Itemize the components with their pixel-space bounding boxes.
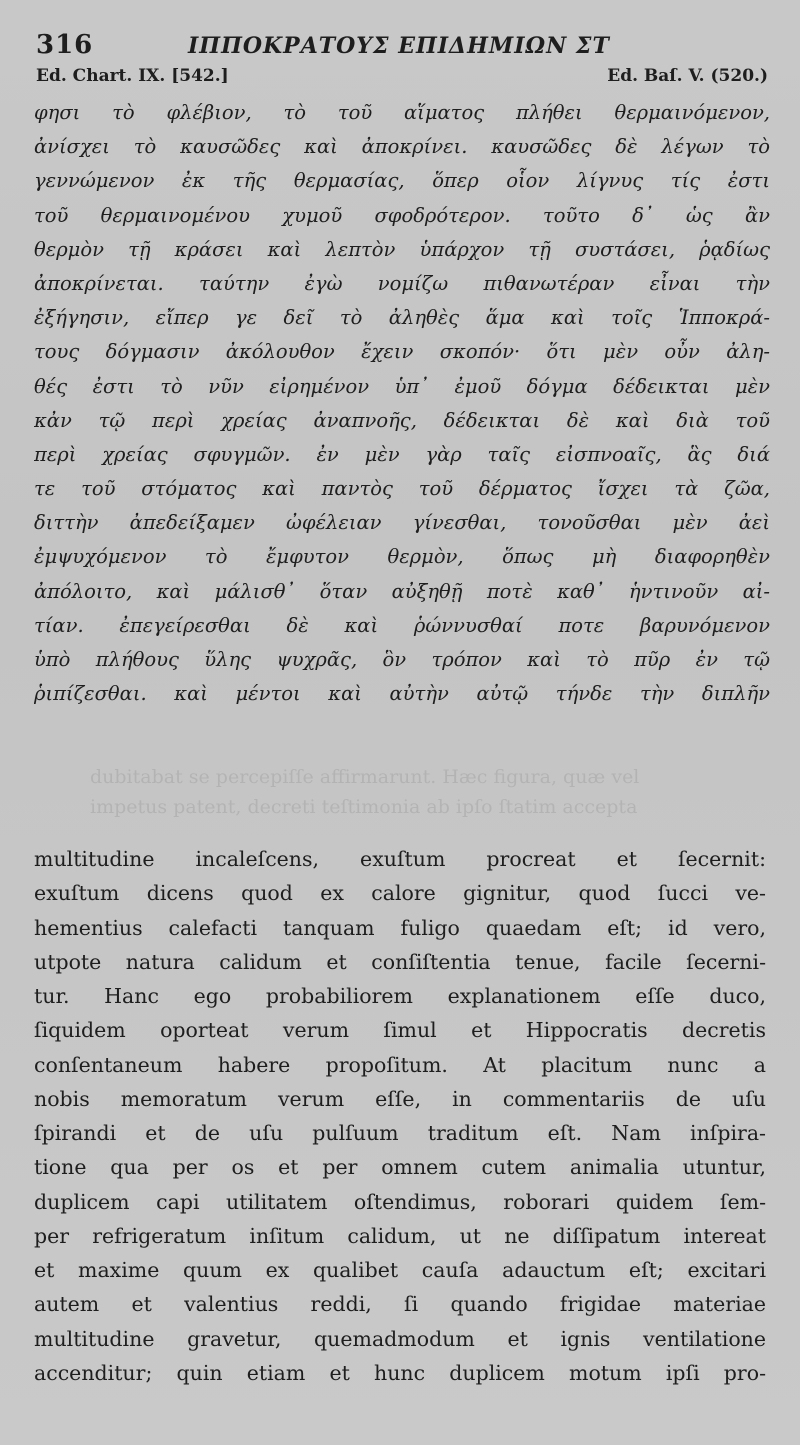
edition-references — [36, 66, 768, 92]
page-header — [36, 30, 768, 68]
bleed-through-text — [90, 762, 780, 822]
latin-line: et maxime quum ex qualibet cauſa adauctum eſt; excitari — [34, 1258, 766, 1282]
latin-line: utpote natura calidum et conſiſtentia tenue, facile ſecerni- — [34, 949, 766, 974]
latin-line: nobis memoratum verum eſſe, in commentariis de uſu — [34, 1086, 766, 1111]
greek-line: ἀνίσχει τὸ καυσῶδες καὶ ἀποκρίνει. καυσῶδες δὲ λέγων τὸ — [34, 135, 770, 159]
page-number: 316 — [36, 30, 94, 60]
latin-line: multitudine incaleſcens, exuſtum procreat et ſecernit: — [34, 847, 766, 871]
edition-basel-ref: Ed. Baſ. V. (520.) — [607, 66, 768, 86]
greek-text-block — [34, 96, 770, 711]
greek-line: θερμὸν τῇ κράσει καὶ λεπτὸν ὑπάρχον τῇ συστάσει, ῥᾳδίως — [34, 237, 770, 261]
latin-line: tione qua per os et per omnem cutem animalia utuntur, — [34, 1155, 766, 1180]
greek-line: τε τοῦ στόματος καὶ παντὸς τοῦ δέρματος ἴσχει τὰ ζῶα, — [34, 477, 770, 501]
greek-line: τοῦ θερμαινομένου χυμοῦ σφοδρότερον. τοῦτο δ᾽ ὡς ἂν — [34, 203, 770, 227]
greek-line: τίαν. ἐπεγείρεσθαι δὲ καὶ ῥώννυσθαί ποτε βαρυνόμενον — [34, 613, 770, 637]
running-title: ΙΠΠΟΚΡΑΤΟΥΣ ΕΠΙΔΗΜΙΩΝ ΣΤ — [188, 33, 610, 59]
latin-line: ſiquidem oporteat verum ſimul et Hippocratis decretis — [34, 1018, 766, 1043]
latin-line: exuſtum dicens quod ex calore gignitur, quod ſucci ve- — [34, 881, 766, 906]
latin-line: tur. Hanc ego probabiliorem explanationem eſſe duco, — [34, 984, 766, 1008]
latin-line: accenditur; quin etiam et hunc duplicem motum ipſi pro- — [34, 1360, 766, 1385]
greek-line: διττὴν ἀπεδείξαμεν ὠφέλειαν γίνεσθαι, τονοῦσθαι μὲν ἀεὶ — [34, 511, 770, 535]
latin-line: multitudine gravetur, quemadmodum et ignis ventilatione — [34, 1326, 766, 1351]
greek-line: ῥιπίζεσθαι. καὶ μέντοι καὶ αὐτὴν αὐτῷ τήνδε τὴν διπλῆν — [34, 682, 770, 706]
greek-line: ἀπόλοιτο, καὶ μάλισθ᾽ ὅταν αὐξηθῇ ποτὲ καθ᾽ ἡντινοῦν αἰ- — [34, 579, 770, 603]
bleed-through-line: impetus patent, decreti teſtimonia ab ipſo ſtatim accepta — [90, 796, 638, 818]
greek-line: ἐμψυχόμενον τὸ ἔμφυτον θερμὸν, ὅπως μὴ διαφορηθὲν — [34, 545, 770, 569]
latin-line: per refrigeratum inſitum calidum, ut ne diſſipatum intereat — [34, 1223, 766, 1248]
latin-line: hementius calefacti tanquam fuligo quaedam eſt; id vero, — [34, 915, 766, 940]
latin-line: ſpirandi et de uſu pulſuum traditum eſt. Nam inſpira- — [34, 1121, 766, 1145]
greek-line: τους δόγμασιν ἀκόλουθον ἔχειν σκοπόν· ὅτι μὲν οὖν ἀλη- — [34, 340, 770, 364]
latin-line: autem et valentius reddi, ſi quando frigidae materiae — [34, 1292, 766, 1317]
edition-chartier-ref: Ed. Chart. IX. [542.] — [36, 66, 229, 86]
greek-line: φησι τὸ φλέβιον, τὸ τοῦ αἵματος πλήθει θερμαινόμενον, — [34, 101, 770, 124]
greek-line: θές ἐστι τὸ νῦν εἰρημένον ὑπ᾽ ἐμοῦ δόγμα δέδεικται μὲν — [34, 374, 770, 398]
greek-line: ἐξήγησιν, εἴπερ γε δεῖ τὸ ἀληθὲς ἅμα καὶ τοῖς Ἱπποκρά- — [34, 306, 770, 330]
latin-line: conſentaneum habere propoſitum. At placitum nunc a — [34, 1052, 766, 1077]
greek-line: γεννώμενον ἐκ τῆς θερμασίας, ὅπερ οἷον λίγνυς τίς ἐστι — [34, 169, 770, 193]
greek-line: ἀποκρίνεται. ταύτην ἐγὼ νομίζω πιθανωτέραν εἶναι τὴν — [34, 271, 770, 295]
latin-line: duplicem capi utilitatem oſtendimus, roborari quidem ſem- — [34, 1189, 766, 1214]
latin-text-block — [34, 842, 766, 1390]
bleed-through-line: dubitabat se percepiſſe affirmarunt. Hæc figura, quæ vel — [90, 766, 640, 788]
greek-line: κἀν τῷ περὶ χρείας ἀναπνοῆς, δέδεικται δὲ καὶ διὰ τοῦ — [34, 408, 770, 432]
greek-line: περὶ χρείας σφυγμῶν. ἐν μὲν γὰρ ταῖς εἰσπνοαῖς, ἃς διά — [34, 442, 770, 466]
greek-line: ὑπὸ πλήθους ὕλης ψυχρᾶς, ὃν τρόπον καὶ τὸ πῦρ ἐν τῷ — [34, 648, 770, 671]
